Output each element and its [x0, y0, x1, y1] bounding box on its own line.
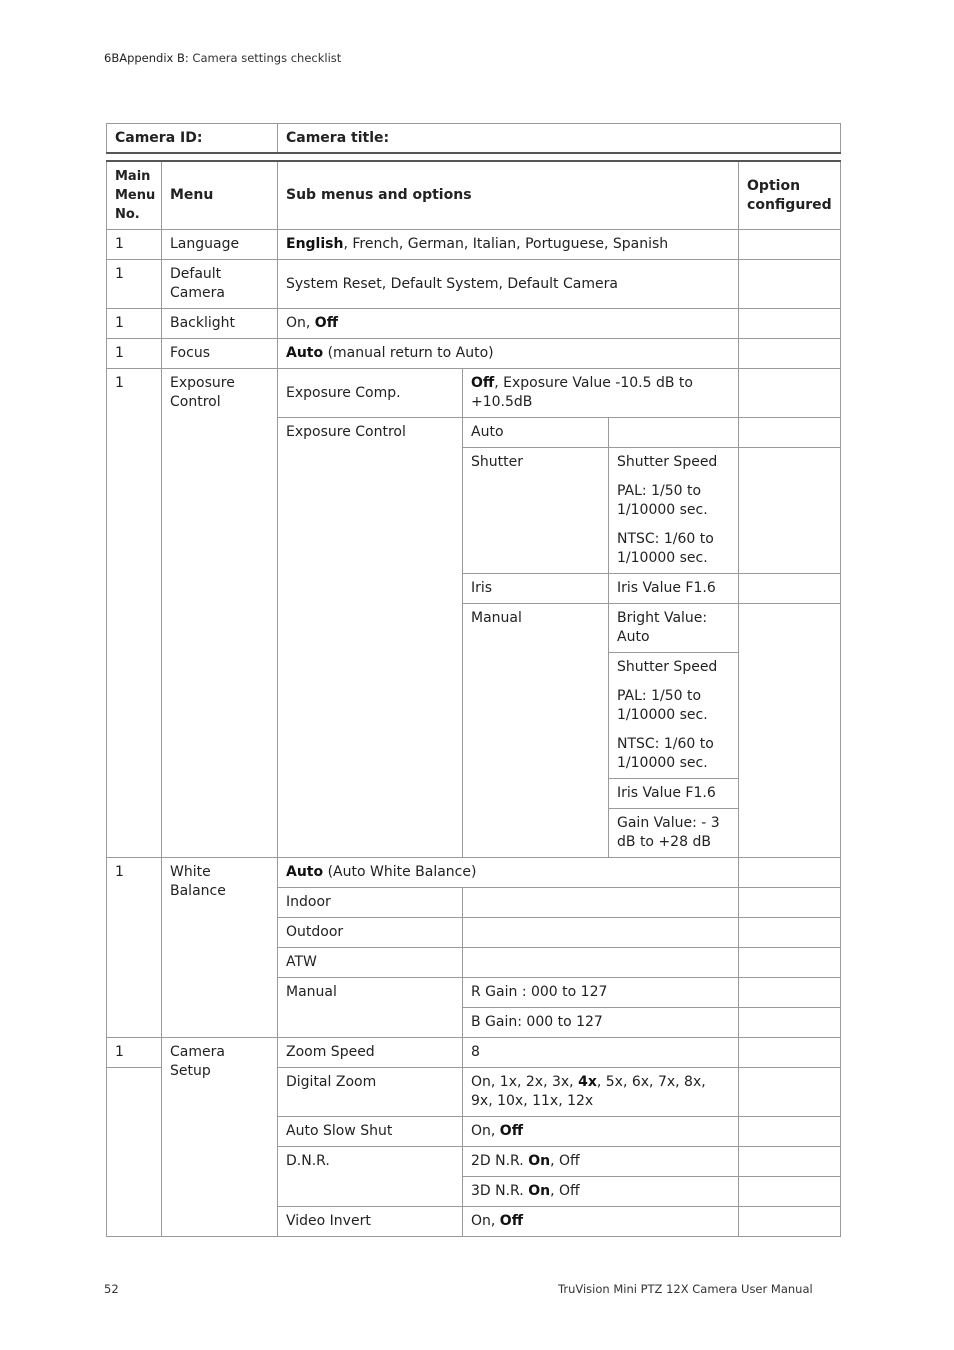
wb-b-gain: B Gain: 000 to 127 [463, 1008, 739, 1038]
camera-title-label: Camera title: [278, 124, 841, 154]
option-configured-cell[interactable] [739, 948, 841, 978]
manual-iris-value: Iris Value F1.6 [609, 779, 738, 809]
shutter-values [609, 448, 739, 574]
shutter-ntsc: NTSC: 1/60 to 1/10000 sec. [617, 531, 714, 566]
default-option: Off [499, 1213, 524, 1229]
bright-value: Bright Value: Auto [609, 604, 738, 653]
table-row [107, 1038, 841, 1068]
gain-value: Gain Value: - 3 dB to +28 dB [617, 815, 720, 850]
wb-manual: Manual [278, 978, 463, 1038]
default-option: Auto [286, 345, 324, 361]
camera-id-table [106, 123, 841, 154]
empty-cell [463, 918, 739, 948]
option-configured-cell[interactable] [739, 230, 841, 260]
menu-exposure-control: Exposure Control [162, 369, 278, 858]
option-configured-cell[interactable] [739, 888, 841, 918]
option-configured-cell[interactable] [739, 418, 841, 448]
manual-shutter-group [609, 653, 738, 779]
video-invert-label: Video Invert [278, 1207, 463, 1237]
iris-value: Iris Value F1.6 [609, 574, 739, 604]
table-row [107, 339, 841, 369]
auto-slow-shut-options: On, Off [463, 1117, 739, 1147]
row-no: 1 [107, 230, 162, 260]
footer-title: TruVision Mini PTZ 12X Camera User Manual [558, 1282, 813, 1296]
digital-zoom-options: On, 1x, 2x, 3x, 4x, 5x, 6x, 7x, 8x, 9x, 10x, 11x, 12x [463, 1068, 739, 1117]
dnr-2d-options: 2D N.R. On, Off [463, 1147, 739, 1177]
running-header [104, 51, 341, 65]
default-option: 4x [578, 1074, 597, 1090]
camera-id-label: Camera ID: [107, 124, 278, 154]
wb-atw: ATW [278, 948, 463, 978]
zoom-speed-label: Zoom Speed [278, 1038, 463, 1068]
manual-shutter-speed: Shutter Speed [617, 659, 718, 675]
exposure-shutter: Shutter [463, 448, 609, 574]
default-camera-options: System Reset, Default System, Default Camera [278, 260, 739, 309]
dnr-3d-options: 3D N.R. On, Off [463, 1177, 739, 1207]
col-menu: Menu [162, 161, 278, 230]
row-no: 1 [107, 260, 162, 309]
dnr-label: D.N.R. [278, 1147, 463, 1207]
page-number: 52 [104, 1282, 119, 1296]
shutter-pal: PAL: 1/50 to 1/10000 sec. [617, 483, 708, 518]
menu-white-balance: White Balance [162, 858, 278, 1038]
empty-cell [463, 888, 739, 918]
col-option-configured: Option configured [739, 161, 841, 230]
menu-default-camera: Default Camera [162, 260, 278, 309]
row-no: 1 [107, 858, 162, 1038]
exposure-manual: Manual [463, 604, 609, 858]
menu-camera-setup: Camera Setup [162, 1038, 278, 1237]
exposure-control-label: Exposure Control [278, 418, 463, 858]
col-sub-menus: Sub menus and options [278, 161, 739, 230]
manual-ntsc: NTSC: 1/60 to 1/10000 sec. [617, 736, 714, 771]
option-configured-cell[interactable] [739, 369, 841, 418]
row-no: 1 [107, 369, 162, 858]
row-no: 1 [107, 339, 162, 369]
option-configured-cell[interactable] [739, 1117, 841, 1147]
header-title: Camera settings checklist [192, 51, 342, 65]
manual-pal: PAL: 1/50 to 1/10000 sec. [617, 688, 708, 723]
option-configured-cell[interactable] [739, 858, 841, 888]
menu-backlight: Backlight [162, 309, 278, 339]
table-header-row [107, 161, 841, 230]
table-row [107, 309, 841, 339]
wb-r-gain: R Gain : 000 to 127 [463, 978, 739, 1008]
option-configured-cell[interactable] [739, 574, 841, 604]
option-configured-cell[interactable] [739, 1038, 841, 1068]
option-configured-cell[interactable] [739, 339, 841, 369]
default-option: Off [314, 315, 339, 331]
exposure-comp-options: Off, Exposure Value -10.5 dB to +10.5dB [463, 369, 739, 418]
header-prefix: 6BAppendix B: [104, 51, 189, 65]
default-option: Auto [286, 864, 324, 880]
option-configured-cell[interactable] [739, 1177, 841, 1207]
option-configured-cell[interactable] [739, 604, 841, 858]
option-configured-cell[interactable] [739, 448, 841, 574]
table-row [107, 260, 841, 309]
video-invert-options: On, Off [463, 1207, 739, 1237]
default-option: On [528, 1153, 551, 1169]
col-main-menu-no: Main Menu No. [107, 161, 162, 230]
empty-cell [609, 418, 739, 448]
option-configured-cell[interactable] [739, 309, 841, 339]
exposure-comp-label: Exposure Comp. [278, 369, 463, 418]
row-no: 1 [107, 1038, 162, 1068]
focus-options: Auto (manual return to Auto) [278, 339, 739, 369]
auto-slow-shut-label: Auto Slow Shut [278, 1117, 463, 1147]
option-configured-cell[interactable] [739, 260, 841, 309]
shutter-speed: Shutter Speed [617, 454, 718, 470]
digital-zoom-label: Digital Zoom [278, 1068, 463, 1117]
option-configured-cell[interactable] [739, 1207, 841, 1237]
default-option: On [528, 1183, 551, 1199]
option-configured-cell[interactable] [739, 1147, 841, 1177]
default-option: English [286, 236, 344, 252]
table-row [107, 230, 841, 260]
table-row [107, 369, 841, 418]
empty-cell [463, 948, 739, 978]
exposure-iris: Iris [463, 574, 609, 604]
row-no-empty [107, 1068, 162, 1237]
menu-focus: Focus [162, 339, 278, 369]
row-no: 1 [107, 309, 162, 339]
language-options: English, French, German, Italian, Portuguese, Spanish [278, 230, 739, 260]
option-configured-cell[interactable] [739, 918, 841, 948]
zoom-speed-value: 8 [463, 1038, 739, 1068]
table-row [107, 858, 841, 888]
wb-indoor: Indoor [278, 888, 463, 918]
manual-values [609, 604, 739, 858]
settings-checklist-table [106, 160, 841, 1237]
option-configured-cell[interactable] [739, 978, 841, 1008]
wb-outdoor: Outdoor [278, 918, 463, 948]
default-option: Off [499, 1123, 524, 1139]
option-configured-cell[interactable] [739, 1008, 841, 1038]
backlight-options: On, Off [278, 309, 739, 339]
menu-language: Language [162, 230, 278, 260]
option-configured-cell[interactable] [739, 1068, 841, 1117]
exposure-auto: Auto [463, 418, 609, 448]
default-option: Off [471, 375, 495, 391]
white-balance-auto: Auto (Auto White Balance) [278, 858, 739, 888]
